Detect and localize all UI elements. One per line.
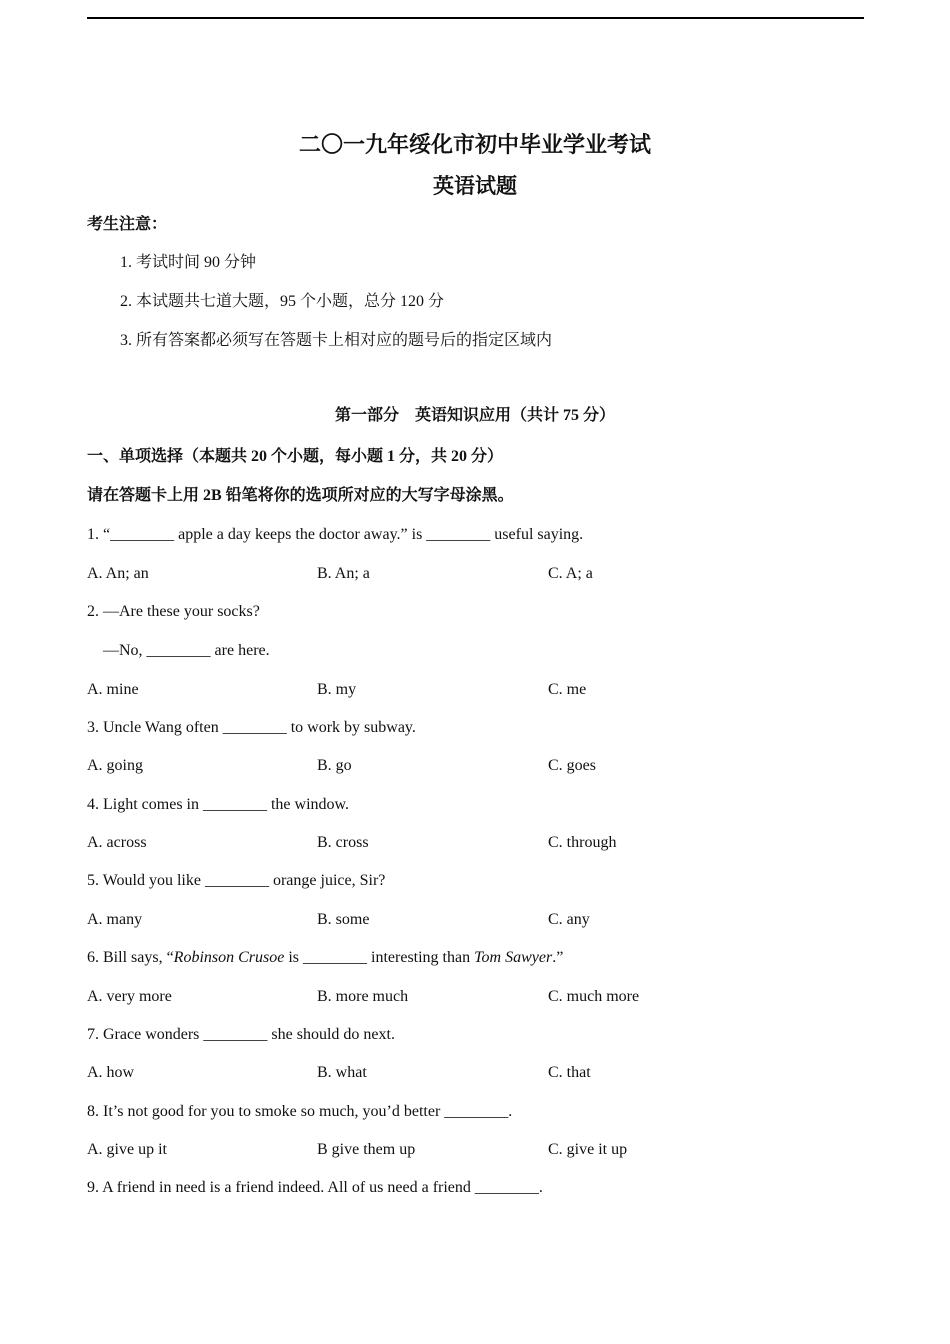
- option-b: B. what: [317, 1064, 367, 1081]
- exam-title: 二〇一九年绥化市初中毕业学业考试: [298, 132, 651, 157]
- option-b: B. more much: [317, 988, 409, 1005]
- question-stem: 1. “________ apple a day keeps the doctor away.” is ________ useful saying.: [87, 526, 584, 543]
- option-c: C. through: [548, 834, 617, 851]
- book-title: Tom Sawyer: [474, 949, 553, 966]
- part-heading: 第一部分 英语知识应用（共计 75 分）: [334, 407, 615, 424]
- option-c: C. that: [548, 1064, 591, 1081]
- option-a: A. across: [87, 834, 147, 851]
- option-c: C. A; a: [548, 565, 593, 582]
- notice-item: 2. 本试题共七道大题，95 个小题，总分 120 分: [120, 293, 445, 310]
- option-b: B. my: [317, 681, 357, 698]
- option-b: B. An; a: [317, 565, 370, 582]
- option-a: A. how: [87, 1064, 135, 1081]
- option-c: C. give it up: [548, 1141, 628, 1158]
- top-rule: [87, 17, 864, 19]
- book-title: Robinson Crusoe: [173, 949, 285, 966]
- option-c: C. me: [548, 681, 587, 698]
- option-c: C. goes: [548, 757, 596, 774]
- option-b: B. cross: [317, 834, 369, 851]
- question-stem: 4. Light comes in ________ the window.: [87, 796, 350, 813]
- option-c: C. much more: [548, 988, 640, 1005]
- notice-item: 1. 考试时间 90 分钟: [120, 254, 257, 271]
- option-b: B. some: [317, 911, 370, 928]
- stem-text: is ________ interesting than: [284, 949, 475, 966]
- option-c: C. any: [548, 911, 590, 928]
- stem-text: .”: [552, 949, 564, 966]
- stem-text: 6. Bill says, “: [87, 949, 174, 966]
- option-a: A. give up it: [87, 1141, 167, 1158]
- question-stem: 7. Grace wonders ________ she should do next.: [87, 1026, 395, 1043]
- exam-subtitle: 英语试题: [433, 174, 517, 198]
- section-instruction: 请在答题卡上用 2B 铅笔将你的选项所对应的大写字母涂黑。: [87, 487, 514, 504]
- question-stem: 2. —Are these your socks?: [87, 603, 260, 620]
- option-a: A. very more: [87, 988, 172, 1005]
- option-b: B give them up: [317, 1141, 416, 1158]
- option-b: B. go: [317, 757, 352, 774]
- notice-item: 3. 所有答案都必须写在答题卡上相对应的题号后的指定区域内: [120, 332, 553, 349]
- question-stem: 9. A friend in need is a friend indeed. All of us need a friend ________.: [87, 1179, 543, 1196]
- question-stem: 3. Uncle Wang often ________ to work by subway.: [87, 719, 416, 736]
- section-title: 一、单项选择（本题共 20 个小题，每小题 1 分，共 20 分）: [87, 448, 504, 465]
- question-stem-reply: —No, ________ are here.: [103, 642, 270, 659]
- question-stem: 8. It’s not good for you to smoke so much, you’d better ________.: [87, 1103, 513, 1120]
- question-stem: 5. Would you like ________ orange juice, Sir?: [87, 872, 386, 889]
- option-a: A. many: [87, 911, 143, 928]
- option-a: A. going: [87, 757, 143, 774]
- option-a: A. An; an: [87, 565, 149, 582]
- question-stem: [87, 948, 563, 968]
- option-a: A. mine: [87, 681, 139, 698]
- notice-heading: 考生注意：: [87, 216, 168, 233]
